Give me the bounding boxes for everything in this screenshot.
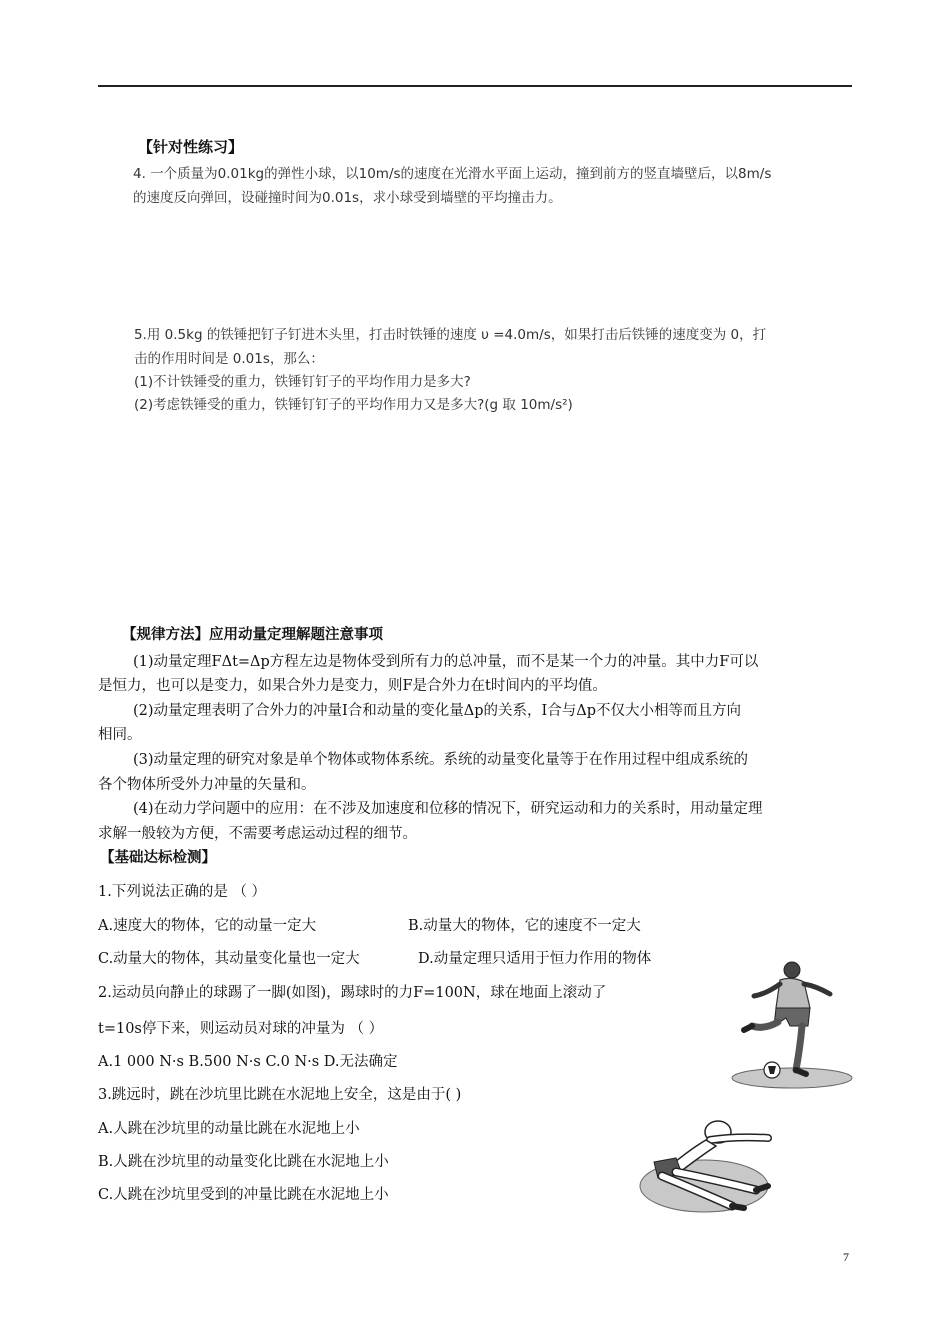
question-1-option-c: C.动量大的物体，其动量变化量也一定大 bbox=[98, 951, 360, 967]
section-title-method bbox=[122, 626, 383, 644]
method-paragraph-2-line-2: 相同。 bbox=[98, 727, 142, 743]
question-5-sub-1: (1)不计铁锤受的重力，铁锤钉钉子的平均作用力是多大? bbox=[134, 374, 471, 390]
header-rule bbox=[98, 85, 852, 87]
method-paragraph-3-line-2: 各个物体所受外力冲量的矢量和。 bbox=[98, 777, 316, 793]
question-3-option-c: C.人跳在沙坑里受到的冲量比跳在水泥地上小 bbox=[98, 1187, 389, 1203]
question-1: 1.下列说法正确的是 （ ） bbox=[98, 884, 267, 900]
question-3: 3.跳远时，跳在沙坑里比跳在水泥地上安全，这是由于( ) bbox=[98, 1087, 462, 1103]
question-3-option-b: B.人跳在沙坑里的动量变化比跳在水泥地上小 bbox=[98, 1154, 389, 1170]
question-2-options: A.1 000 N·s B.500 N·s C.0 N·s D.无法确定 bbox=[98, 1054, 398, 1070]
question-4-line-2: 的速度反向弹回，设碰撞时间为0.01s，求小球受到墙壁的平均撞击力。 bbox=[133, 190, 562, 206]
method-paragraph-1-line-1: (1)动量定理FΔt=Δp方程左边是物体受到所有力的总冲量，而不是某一个力的冲量。其中力F可以 bbox=[133, 654, 759, 670]
method-paragraph-1-line-2: 是恒力，也可以是变力，如果合外力是变力，则F是合外力在t时间内的平均值。 bbox=[98, 678, 607, 694]
method-paragraph-4-line-2: 求解一般较为方便，不需要考虑运动过程的细节。 bbox=[98, 826, 417, 842]
section-title-test: 【基础达标检测】 bbox=[100, 850, 216, 866]
question-5-line-1: 5.用 0.5kg 的铁锤把钉子钉进木头里，打击时铁锤的速度 υ =4.0m/s，如果打击后铁锤的速度变为 0，打 bbox=[134, 327, 767, 343]
question-2-line-2: t=10s停下来，则运动员对球的冲量为 （ ） bbox=[98, 1021, 384, 1037]
question-2-line-1: 2.运动员向静止的球踢了一脚(如图)，踢球时的力F=100N，球在地面上滚动了 bbox=[98, 985, 607, 1001]
method-paragraph-3-line-1: (3)动量定理的研究对象是单个物体或物体系统。系统的动量变化量等于在作用过程中组成系统的 bbox=[133, 752, 749, 768]
question-5-line-2: 击的作用时间是 0.01s，那么： bbox=[134, 351, 324, 367]
question-1-option-a: A.速度大的物体，它的动量一定大 bbox=[98, 918, 317, 934]
question-1-option-d: D.动量定理只适用于恒力作用的物体 bbox=[418, 951, 652, 967]
section-title-method-bracket: 【规律方法】 bbox=[122, 626, 209, 643]
question-3-option-a: A.人跳在沙坑里的动量比跳在水泥地上小 bbox=[98, 1121, 360, 1137]
method-paragraph-4-line-1: (4)在动力学问题中的应用：在不涉及加速度和位移的情况下，研究运动和力的关系时，用动量定理 bbox=[133, 801, 763, 817]
method-paragraph-2-line-1: (2)动量定理表明了合外力的冲量I合和动量的变化量Δp的关系，I合与Δp不仅大小相等而且方向 bbox=[133, 703, 741, 719]
question-5-sub-2: (2)考虑铁锤受的重力，铁锤钉钉子的平均作用力又是多大?(g 取 10m/s²) bbox=[134, 397, 573, 413]
section-title-practice: 【针对性练习】 bbox=[138, 138, 244, 156]
section-title-method-text: 应用动量定理解题注意事项 bbox=[209, 627, 383, 643]
page-number: 7 bbox=[843, 1250, 849, 1264]
question-4-line-1: 4. 一个质量为0.01kg的弹性小球，以10m/s的速度在光滑水平面上运动，撞到前方的竖直墙壁后，以8m/s bbox=[133, 166, 772, 182]
long-jumper-figure bbox=[636, 1110, 786, 1214]
soccer-player-figure bbox=[724, 956, 854, 1090]
question-1-option-b: B.动量大的物体，它的速度不一定大 bbox=[408, 918, 641, 934]
